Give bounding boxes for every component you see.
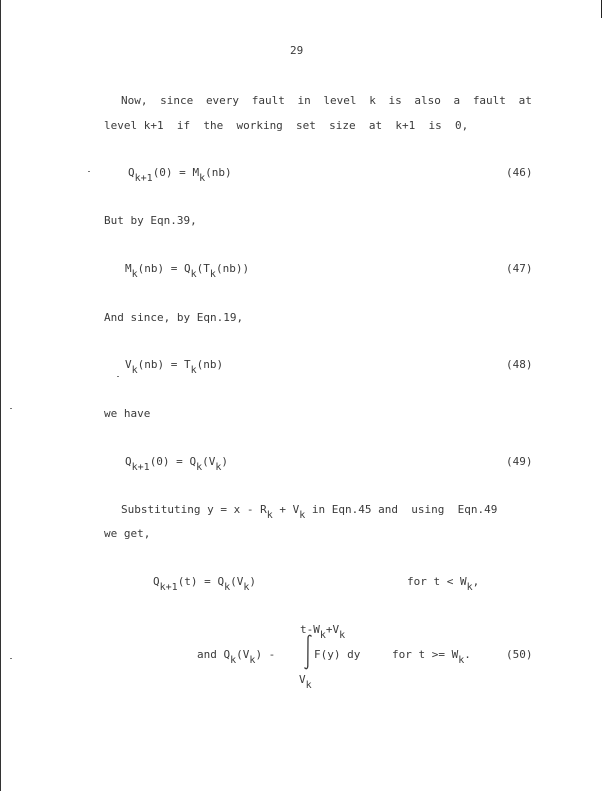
- word: at: [518, 94, 532, 107]
- scan-speck: [88, 171, 90, 172]
- word: is: [388, 94, 402, 107]
- paragraph-1-line-1: [121, 94, 532, 107]
- equation-50-condition-1: for $t < W_k$,: [407, 575, 480, 593]
- page-right-edge: [601, 0, 602, 18]
- equation-number-47: (47): [506, 262, 533, 275]
- word: fault: [251, 94, 285, 107]
- word: every: [205, 94, 240, 107]
- paragraph-1-line-2: level k+1 if the working set size at k+1 is 0,: [104, 119, 469, 132]
- text-we-have: we have: [104, 407, 151, 420]
- integrand: F(y) dy: [314, 648, 361, 661]
- word: a: [453, 94, 461, 107]
- word: since: [160, 94, 194, 107]
- text-by-eqn39: But by Eqn.39,: [104, 214, 197, 227]
- equation-48: $V_k(nb) = T_k(nb)$: [125, 358, 224, 376]
- word: level: [323, 94, 357, 107]
- equation-49: $Q_{k+1}(0) = Q_k(V_k)$: [125, 455, 228, 473]
- text-by-eqn19: And since, by Eqn.19,: [104, 311, 244, 324]
- word: fault: [472, 94, 506, 107]
- scan-speck: [10, 658, 12, 659]
- equation-50-condition-2: for $t >= W_k$.: [392, 648, 471, 666]
- equation-number-46: (46): [506, 166, 533, 179]
- equation-number-48: (48): [506, 358, 533, 371]
- paragraph-2-line-1: Substituting $y = x - R_k + V_k$ in Eqn.45 and using Eqn.49: [121, 503, 498, 521]
- equation-46: $Q_{k+1}(0) = M_k(nb)$: [128, 166, 232, 184]
- integral-sign-icon: [303, 634, 313, 670]
- scan-speck: [10, 408, 12, 409]
- equation-47: $M_k(nb) = Q_k(T_k(nb))$: [125, 262, 250, 280]
- page-left-edge: [0, 0, 1, 791]
- integral-lower-limit: $V_k$: [299, 673, 312, 691]
- scan-speck: [117, 376, 119, 377]
- word: k: [369, 94, 376, 107]
- word: Now,: [121, 94, 148, 107]
- equation-50-case-1: $Q_{k+1}(t) = Q_k(V_k)$: [153, 575, 256, 593]
- integral-upper-limit: $t-W_k+V_k$: [300, 623, 346, 641]
- paragraph-2-line-2: we get,: [104, 527, 151, 540]
- equation-50-case-2-prefix: and $Q_k(V_k)$ -: [197, 648, 282, 666]
- page-number: 29: [290, 44, 304, 57]
- word: also: [414, 94, 441, 107]
- equation-number-49: (49): [506, 455, 533, 468]
- equation-number-50: (50): [506, 648, 533, 661]
- word: in: [297, 94, 311, 107]
